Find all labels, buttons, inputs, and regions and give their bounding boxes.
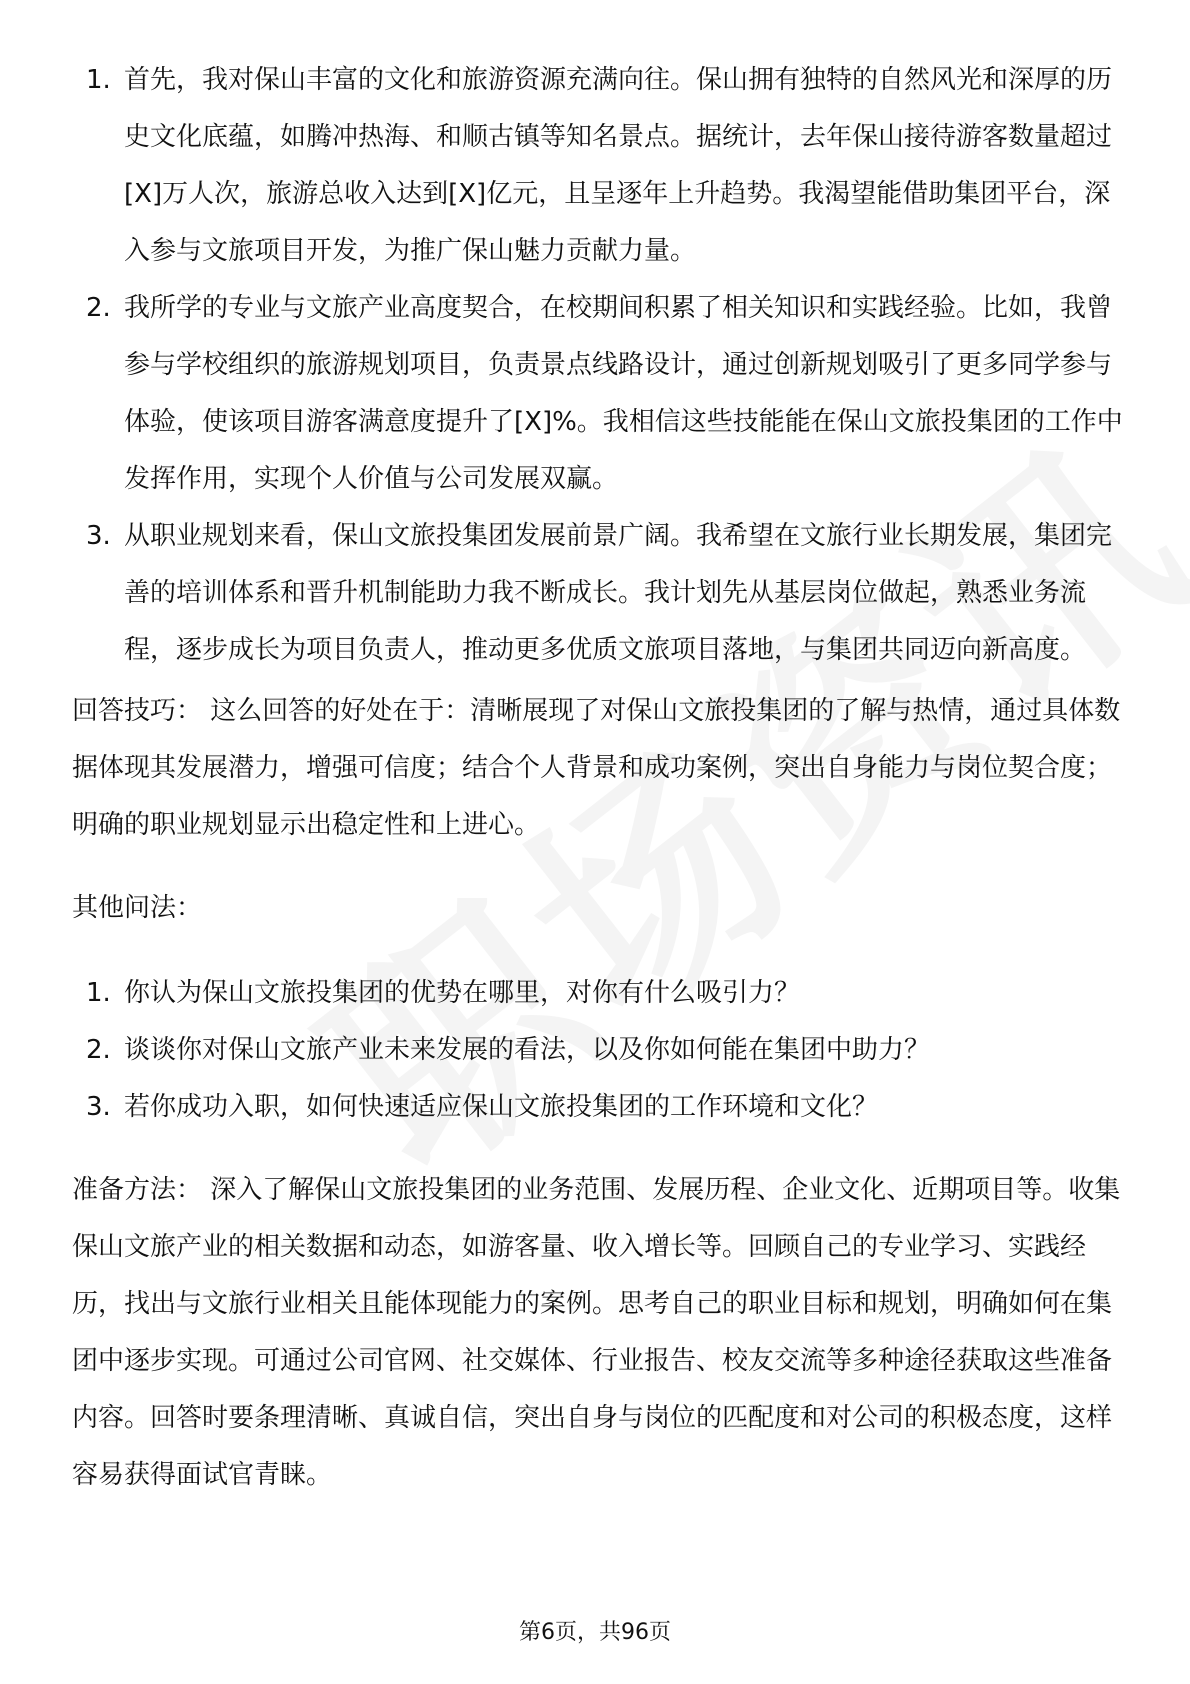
list-item	[72, 280, 1124, 508]
list-item	[72, 1022, 1124, 1079]
content-area	[72, 52, 1124, 1504]
list-number: 2.	[86, 1035, 111, 1065]
list-item	[72, 965, 1124, 1022]
other-questions-heading: 其他问法：	[72, 893, 203, 923]
list-item	[72, 1079, 1124, 1136]
list-item	[72, 52, 1124, 280]
list-text: 首先，我对保山丰富的文化和旅游资源充满向往。保山拥有独特的自然风光和深厚的历史文化底蕴，如腾冲热海、和顺古镇等知名景点。据统计，去年保山接待游客数量超过[X]万人次，旅游总收入达到[X]亿元，且呈逐年上升趋势。我渴望能借助集团平台，深入参与文旅项目开发，为推广保山魅力贡献力量。	[124, 65, 1113, 266]
answer-list	[72, 52, 1124, 679]
page-number-footer: 第6页，共96页	[519, 1620, 671, 1645]
list-text: 我所学的专业与文旅产业高度契合，在校期间积累了相关知识和实践经验。比如，我曾参与学校组织的旅游规划项目，负责景点线路设计，通过创新规划吸引了更多同学参与体验，使该项目游客满意度提升了[X]%。我相信这些技能能在保山文旅投集团的工作中发挥作用，实现个人价值与公司发展双赢。	[124, 293, 1123, 494]
list-text: 若你成功入职，如何快速适应保山文旅投集团的工作环境和文化？	[124, 1092, 879, 1122]
list-number: 2.	[86, 293, 111, 323]
preparation-paragraph: 准备方法： 深入了解保山文旅投集团的业务范围、发展历程、企业文化、近期项目等。收集保山文旅产业的相关数据和动态，如游客量、收入增长等。回顾自己的专业学习、实践经历，找出与文旅行业相关且能体现能力的案例。思考自己的职业目标和规划，明确如何在集团中逐步实现。可通过公司官网、社交媒体、行业报告、校友交流等多种途径获取这些准备内容。回答时要条理清晰、真诚自信，突出自身与岗位的匹配度和对公司的积极态度，这样容易获得面试官青睐。	[72, 1175, 1121, 1490]
other-questions-list	[72, 965, 1124, 1136]
list-number: 3.	[86, 521, 111, 551]
list-number: 1.	[86, 978, 111, 1008]
list-text: 从职业规划来看，保山文旅投集团发展前景广阔。我希望在文旅行业长期发展，集团完善的培训体系和晋升机制能助力我不断成长。我计划先从基层岗位做起，熟悉业务流程，逐步成长为项目负责人，推动更多优质文旅项目落地，与集团共同迈向新高度。	[124, 521, 1113, 665]
answer-tips-paragraph: 回答技巧： 这么回答的好处在于：清晰展现了对保山文旅投集团的了解与热情，通过具体数据体现其发展潜力，增强可信度；结合个人背景和成功案例，突出自身能力与岗位契合度；明确的职业规划显示出稳定性和上进心。	[72, 696, 1121, 840]
list-item	[72, 508, 1124, 679]
list-text: 你认为保山文旅投集团的优势在哪里，对你有什么吸引力？	[124, 978, 801, 1008]
list-text: 谈谈你对保山文旅产业未来发展的看法，以及你如何能在集团中助力？	[124, 1035, 931, 1065]
list-number: 3.	[86, 1092, 111, 1122]
list-number: 1.	[86, 65, 111, 95]
